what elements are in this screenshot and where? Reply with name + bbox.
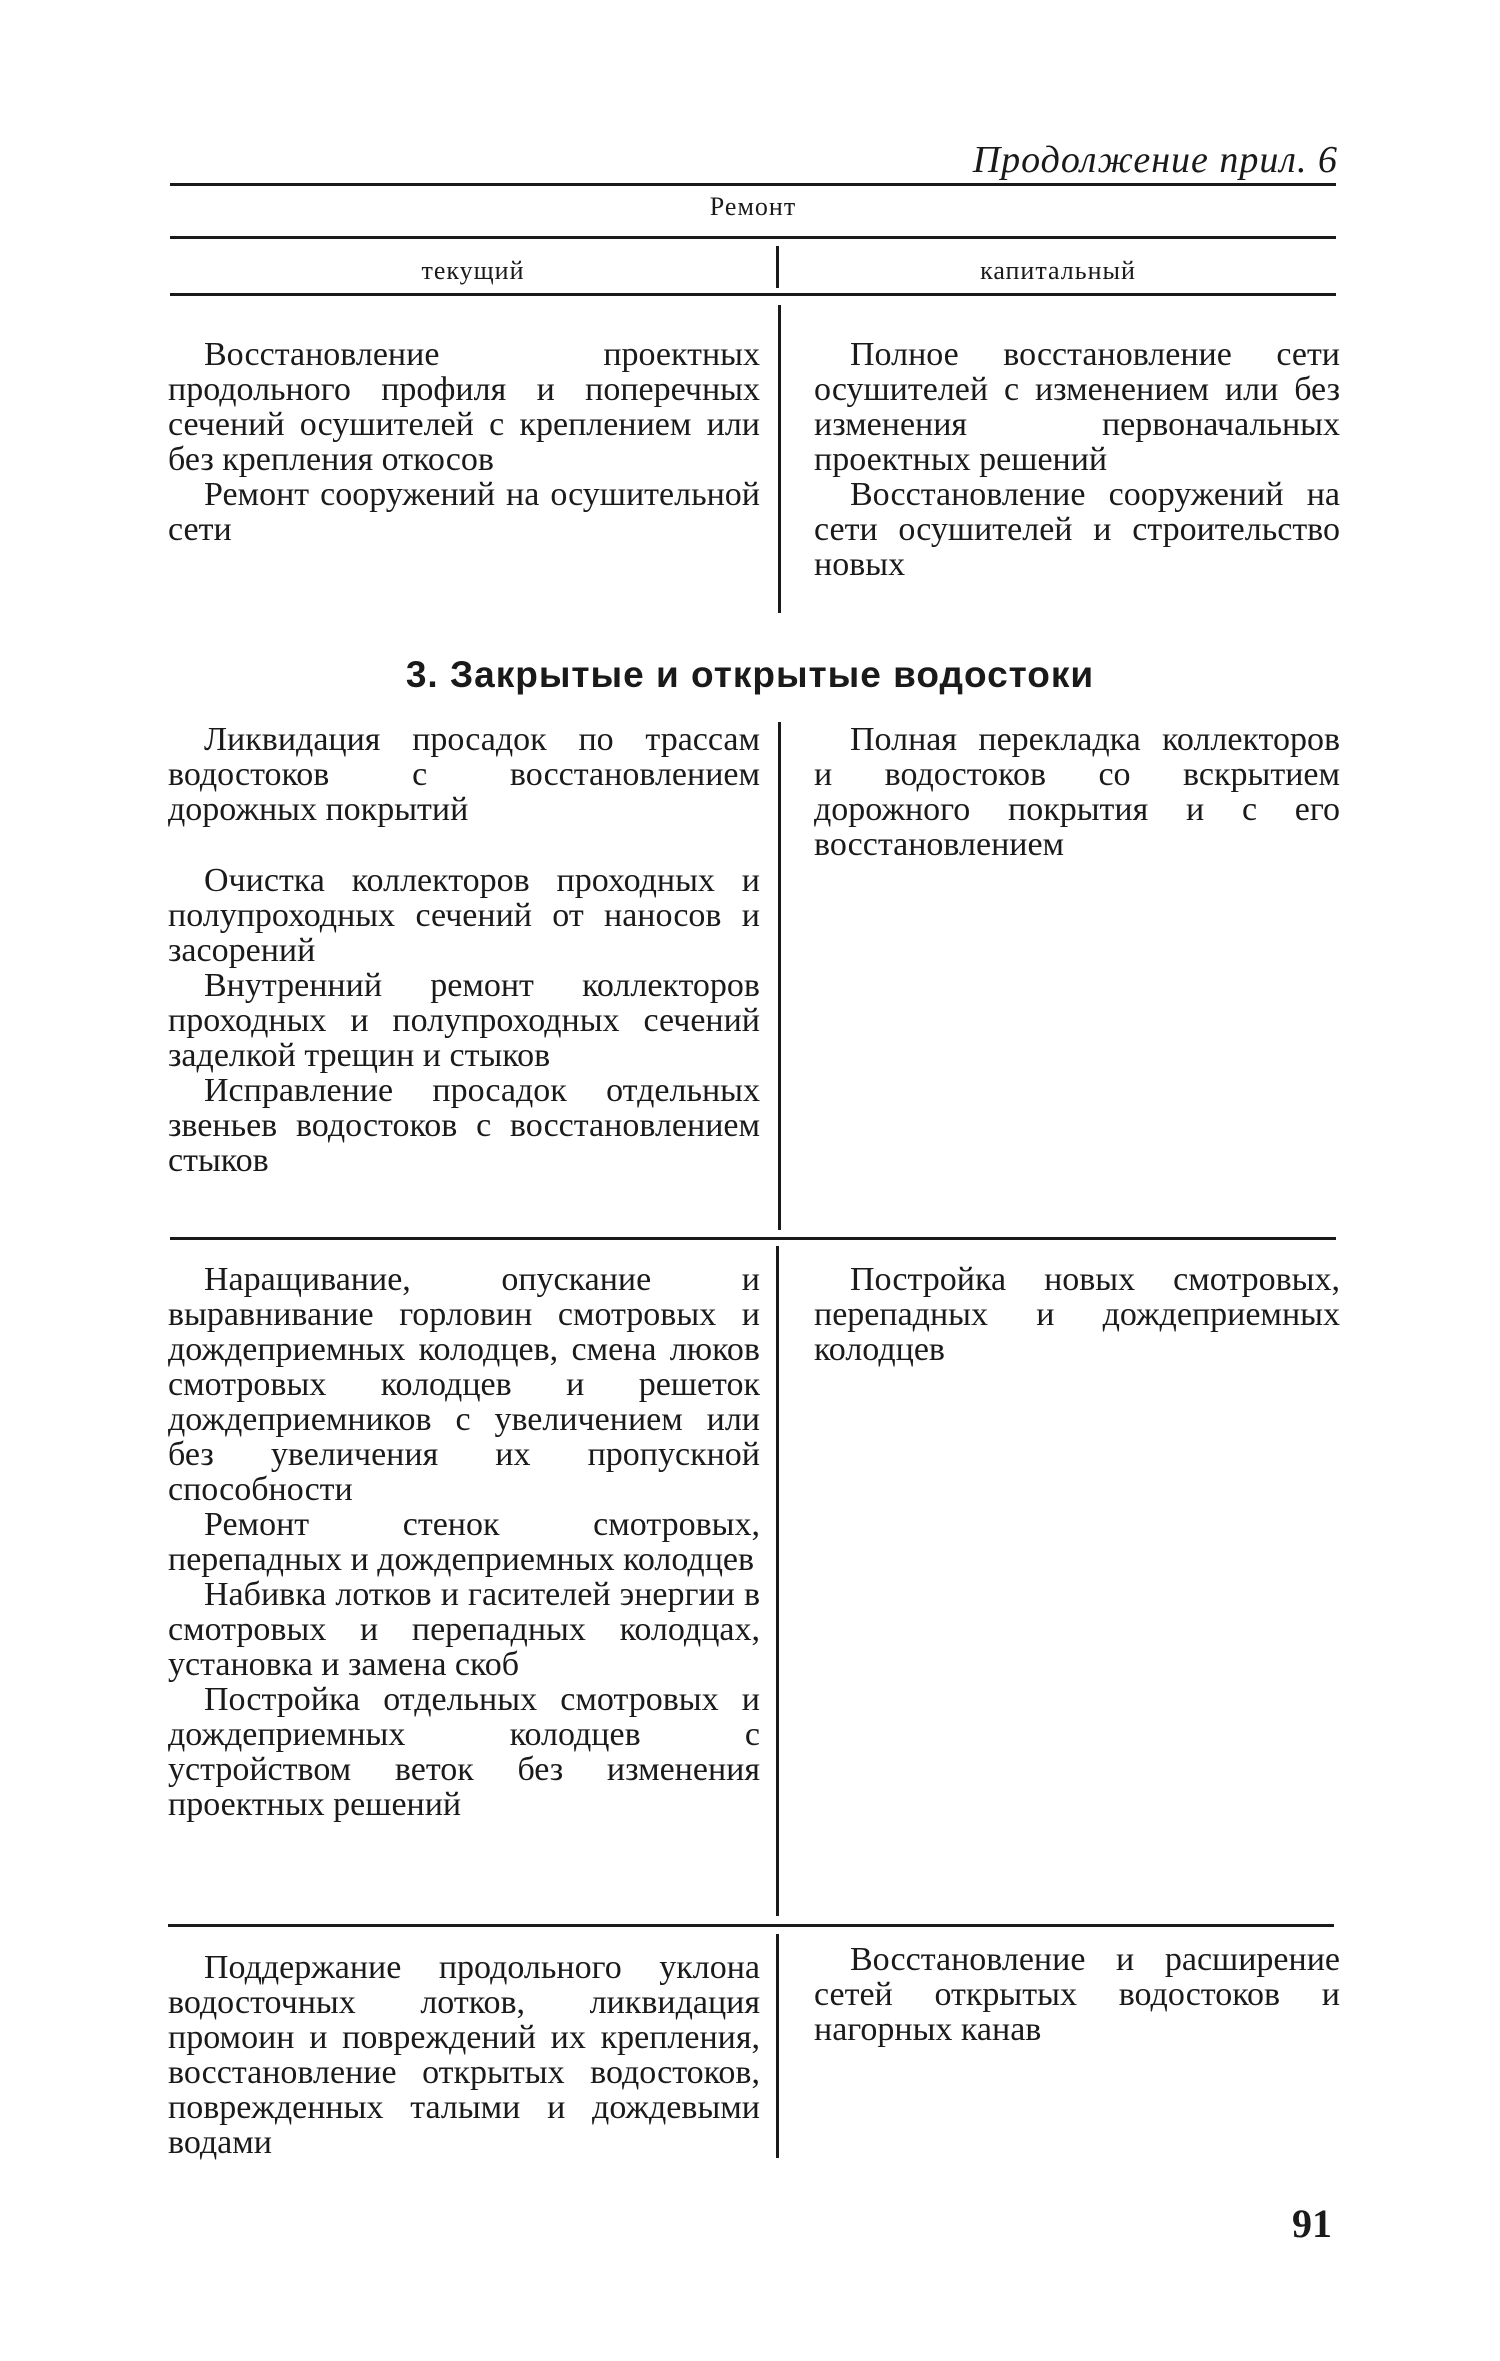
- row-0-current: [168, 337, 760, 547]
- cell-paragraph: Восстановление проектных продольного профиля и поперечных сечений осушителей с креплением или без крепления откосов: [168, 336, 760, 478]
- row-3-current: [168, 1950, 760, 2160]
- row-0-capital: [814, 337, 1340, 582]
- header-divider: [776, 246, 779, 288]
- cell-paragraph: Очистка коллекторов проходных и полупроходных сечений от наносов и засорений: [168, 862, 760, 969]
- continuation-header: Продолжение прил. 6: [972, 139, 1338, 181]
- cell-paragraph: Постройка отдельных смотровых и дождеприемных колодцев с устройством веток без изменения проектных решений: [168, 1681, 760, 1823]
- table-top-rule: [170, 183, 1336, 186]
- header-bottom-rule: [170, 293, 1336, 296]
- row-3-capital: [814, 1942, 1340, 2047]
- cell-paragraph: Наращивание, опускание и выравнивание горловин смотровых и дождеприемных колодцев, смена люков смотровых колодцев и решеток дождеприемников с увеличением или без увеличения их пропускной способности: [168, 1261, 760, 1508]
- section-title: 3. Закрытые и открытые водостоки: [405, 654, 1095, 695]
- cell-paragraph: Восстановление сооружений на сети осушителей и строительство новых: [814, 476, 1340, 583]
- row-2-capital: [814, 1262, 1340, 1367]
- row-1-capital: [814, 722, 1340, 862]
- group-rule: [170, 236, 1336, 239]
- row-1-current: [168, 722, 760, 1178]
- cell-paragraph: Ремонт сооружений на осушительной сети: [168, 476, 760, 548]
- page-number: 91: [1292, 2201, 1332, 2246]
- row-divider: [778, 305, 781, 613]
- cell-paragraph: Полное восстановление сети осушителей с изменением или без изменения первоначальных проектных решений: [814, 336, 1340, 478]
- row-separator: [168, 1924, 1334, 1927]
- cell-paragraph: Восстановление и расширение сетей открытых водостоков и нагорных канав: [814, 1941, 1340, 2048]
- row-2-current: [168, 1262, 760, 1822]
- cell-paragraph: Ликвидация просадок по трассам водостоков с восстановлением дорожных покрытий: [168, 721, 760, 828]
- cell-paragraph: Поддержание продольного уклона водосточных лотков, ликвидация промоин и повреждений их крепления, восстановление открытых водостоков, поврежденных талыми и дождевыми водами: [168, 1949, 760, 2161]
- col-header-capital: капитальный: [980, 256, 1136, 285]
- col-header-current: текущий: [421, 256, 525, 285]
- row-divider: [776, 1246, 779, 1916]
- row-divider: [776, 1934, 779, 2158]
- cell-paragraph: Постройка новых смотровых, перепадных и дождеприемных колодцев: [814, 1261, 1340, 1368]
- cell-paragraph: Набивка лотков и гасителей энергии в смотровых и перепадных колодцах, установка и замена скоб: [168, 1576, 760, 1683]
- cell-paragraph: Полная перекладка коллекторов и водостоков со вскрытием дорожного покрытия и с его восстановлением: [814, 721, 1340, 863]
- cell-paragraph: Ремонт стенок смотровых, перепадных и дождеприемных колодцев: [168, 1506, 760, 1578]
- cell-paragraph: Исправление просадок отдельных звеньев водостоков с восстановлением стыков: [168, 1072, 760, 1179]
- row-divider: [778, 722, 781, 1230]
- row-separator: [170, 1237, 1336, 1240]
- group-title: Ремонт: [709, 192, 797, 221]
- cell-paragraph: Внутренний ремонт коллекторов проходных и полупроходных сечений заделкой трещин и стыков: [168, 967, 760, 1074]
